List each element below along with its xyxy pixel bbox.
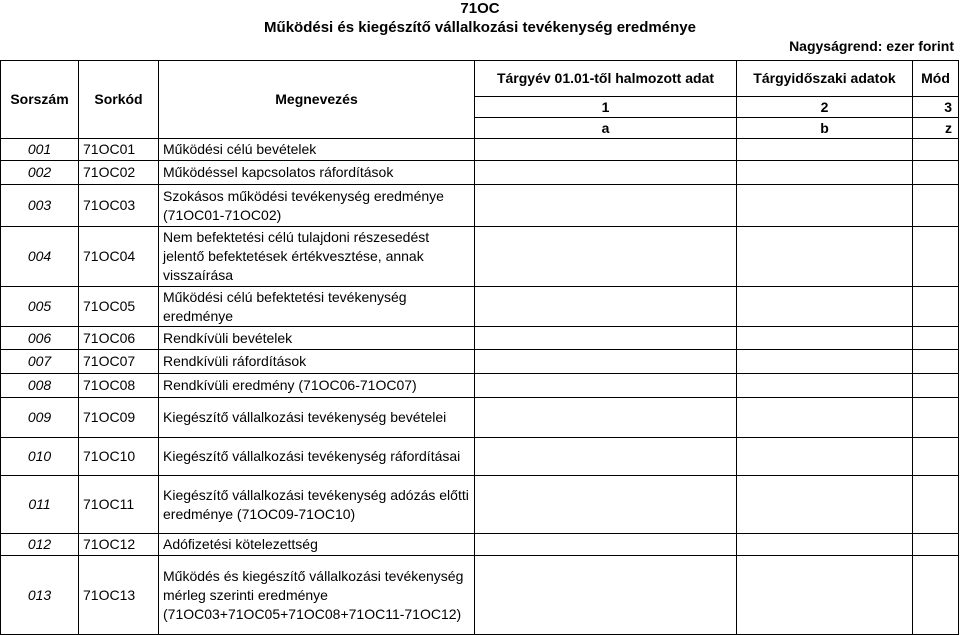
header-num3: 3 xyxy=(913,97,959,118)
cell-col3[interactable] xyxy=(913,374,959,398)
row-number: 008 xyxy=(1,374,79,398)
row-code: 71OC12 xyxy=(79,534,159,556)
header-col1: Tárgyév 01.01-től halmozott adat xyxy=(475,61,737,97)
cell-col3[interactable] xyxy=(913,139,959,161)
row-number: 010 xyxy=(1,438,79,476)
cell-col1[interactable] xyxy=(475,227,737,287)
cell-col1[interactable] xyxy=(475,287,737,327)
row-name: Szokásos működési tevékenység eredménye (71OC01-71OC02) xyxy=(159,185,475,227)
cell-col1[interactable] xyxy=(475,327,737,350)
row-code: 71OC07 xyxy=(79,350,159,374)
cell-col3[interactable] xyxy=(913,161,959,185)
cell-col2[interactable] xyxy=(737,287,913,327)
header-let3: z xyxy=(913,118,959,139)
cell-col1[interactable] xyxy=(475,139,737,161)
header-col3: Mód xyxy=(913,61,959,97)
row-number: 001 xyxy=(1,139,79,161)
report-title: Működési és kiegészítő vállalkozási tevékenység eredménye xyxy=(264,19,696,36)
cell-col2[interactable] xyxy=(737,476,913,534)
row-code: 71OC05 xyxy=(79,287,159,327)
row-code: 71OC01 xyxy=(79,139,159,161)
row-code: 71OC13 xyxy=(79,556,159,635)
row-code: 71OC08 xyxy=(79,374,159,398)
cell-col3[interactable] xyxy=(913,556,959,635)
row-name: Működési célú befektetési tevékenység eredménye xyxy=(159,287,475,327)
cell-col2[interactable] xyxy=(737,327,913,350)
cell-col2[interactable] xyxy=(737,139,913,161)
cell-col3[interactable] xyxy=(913,185,959,227)
row-code: 71OC03 xyxy=(79,185,159,227)
header-num2: 2 xyxy=(737,97,913,118)
header-sorszam: Sorszám xyxy=(1,61,79,139)
row-number: 013 xyxy=(1,556,79,635)
row-name: Működési célú bevételek xyxy=(159,139,475,161)
cell-col1[interactable] xyxy=(475,350,737,374)
cell-col3[interactable] xyxy=(913,227,959,287)
cell-col2[interactable] xyxy=(737,398,913,438)
row-name: Adófizetési kötelezettség xyxy=(159,534,475,556)
cell-col2[interactable] xyxy=(737,556,913,635)
cell-col3[interactable] xyxy=(913,327,959,350)
cell-col1[interactable] xyxy=(475,476,737,534)
row-number: 003 xyxy=(1,185,79,227)
row-name: Kiegészítő vállalkozási tevékenység bevételei xyxy=(159,398,475,438)
cell-col1[interactable] xyxy=(475,438,737,476)
row-code: 71OC06 xyxy=(79,327,159,350)
cell-col2[interactable] xyxy=(737,374,913,398)
row-number: 004 xyxy=(1,227,79,287)
row-number: 006 xyxy=(1,327,79,350)
cell-col1[interactable] xyxy=(475,556,737,635)
row-number: 005 xyxy=(1,287,79,327)
row-number: 007 xyxy=(1,350,79,374)
row-name: Nem befektetési célú tulajdoni részesedést jelentő befektetések értékvesztése, annak visszaírása xyxy=(159,227,475,287)
header-megnevezes: Megnevezés xyxy=(159,61,475,139)
row-code: 71OC10 xyxy=(79,438,159,476)
cell-col2[interactable] xyxy=(737,438,913,476)
header-let1: a xyxy=(475,118,737,139)
row-code: 71OC04 xyxy=(79,227,159,287)
cell-col2[interactable] xyxy=(737,227,913,287)
header-let2: b xyxy=(737,118,913,139)
row-number: 009 xyxy=(1,398,79,438)
cell-col3[interactable] xyxy=(913,287,959,327)
cell-col2[interactable] xyxy=(737,350,913,374)
row-name: Rendkívüli bevételek xyxy=(159,327,475,350)
row-name: Működés és kiegészítő vállalkozási tevékenység mérleg szerinti eredménye (71OC03+71OC05+71OC08+71OC11-71OC12) xyxy=(159,556,475,635)
cell-col2[interactable] xyxy=(737,534,913,556)
cell-col1[interactable] xyxy=(475,185,737,227)
cell-col1[interactable] xyxy=(475,534,737,556)
row-name: Működéssel kapcsolatos ráfordítások xyxy=(159,161,475,185)
unit-label: Nagyságrend: ezer forint xyxy=(789,38,954,54)
cell-col1[interactable] xyxy=(475,398,737,438)
cell-col3[interactable] xyxy=(913,350,959,374)
cell-col3[interactable] xyxy=(913,398,959,438)
row-number: 012 xyxy=(1,534,79,556)
row-number: 002 xyxy=(1,161,79,185)
report-code-title: 71OC xyxy=(460,0,500,17)
row-name: Kiegészítő vállalkozási tevékenység ráfordításai xyxy=(159,438,475,476)
cell-col3[interactable] xyxy=(913,438,959,476)
cell-col1[interactable] xyxy=(475,161,737,185)
header-num1: 1 xyxy=(475,97,737,118)
cell-col2[interactable] xyxy=(737,161,913,185)
row-code: 71OC02 xyxy=(79,161,159,185)
cell-col1[interactable] xyxy=(475,374,737,398)
row-name: Rendkívüli eredmény (71OC06-71OC07) xyxy=(159,374,475,398)
row-code: 71OC11 xyxy=(79,476,159,534)
header-sorkod: Sorkód xyxy=(79,61,159,139)
row-code: 71OC09 xyxy=(79,398,159,438)
row-name: Kiegészítő vállalkozási tevékenység adózás előtti eredménye (71OC09-71OC10) xyxy=(159,476,475,534)
cell-col3[interactable] xyxy=(913,476,959,534)
row-name: Rendkívüli ráfordítások xyxy=(159,350,475,374)
header-col2: Tárgyidőszaki adatok xyxy=(737,61,913,97)
cell-col3[interactable] xyxy=(913,534,959,556)
cell-col2[interactable] xyxy=(737,185,913,227)
row-number: 011 xyxy=(1,476,79,534)
report-table xyxy=(0,60,959,635)
